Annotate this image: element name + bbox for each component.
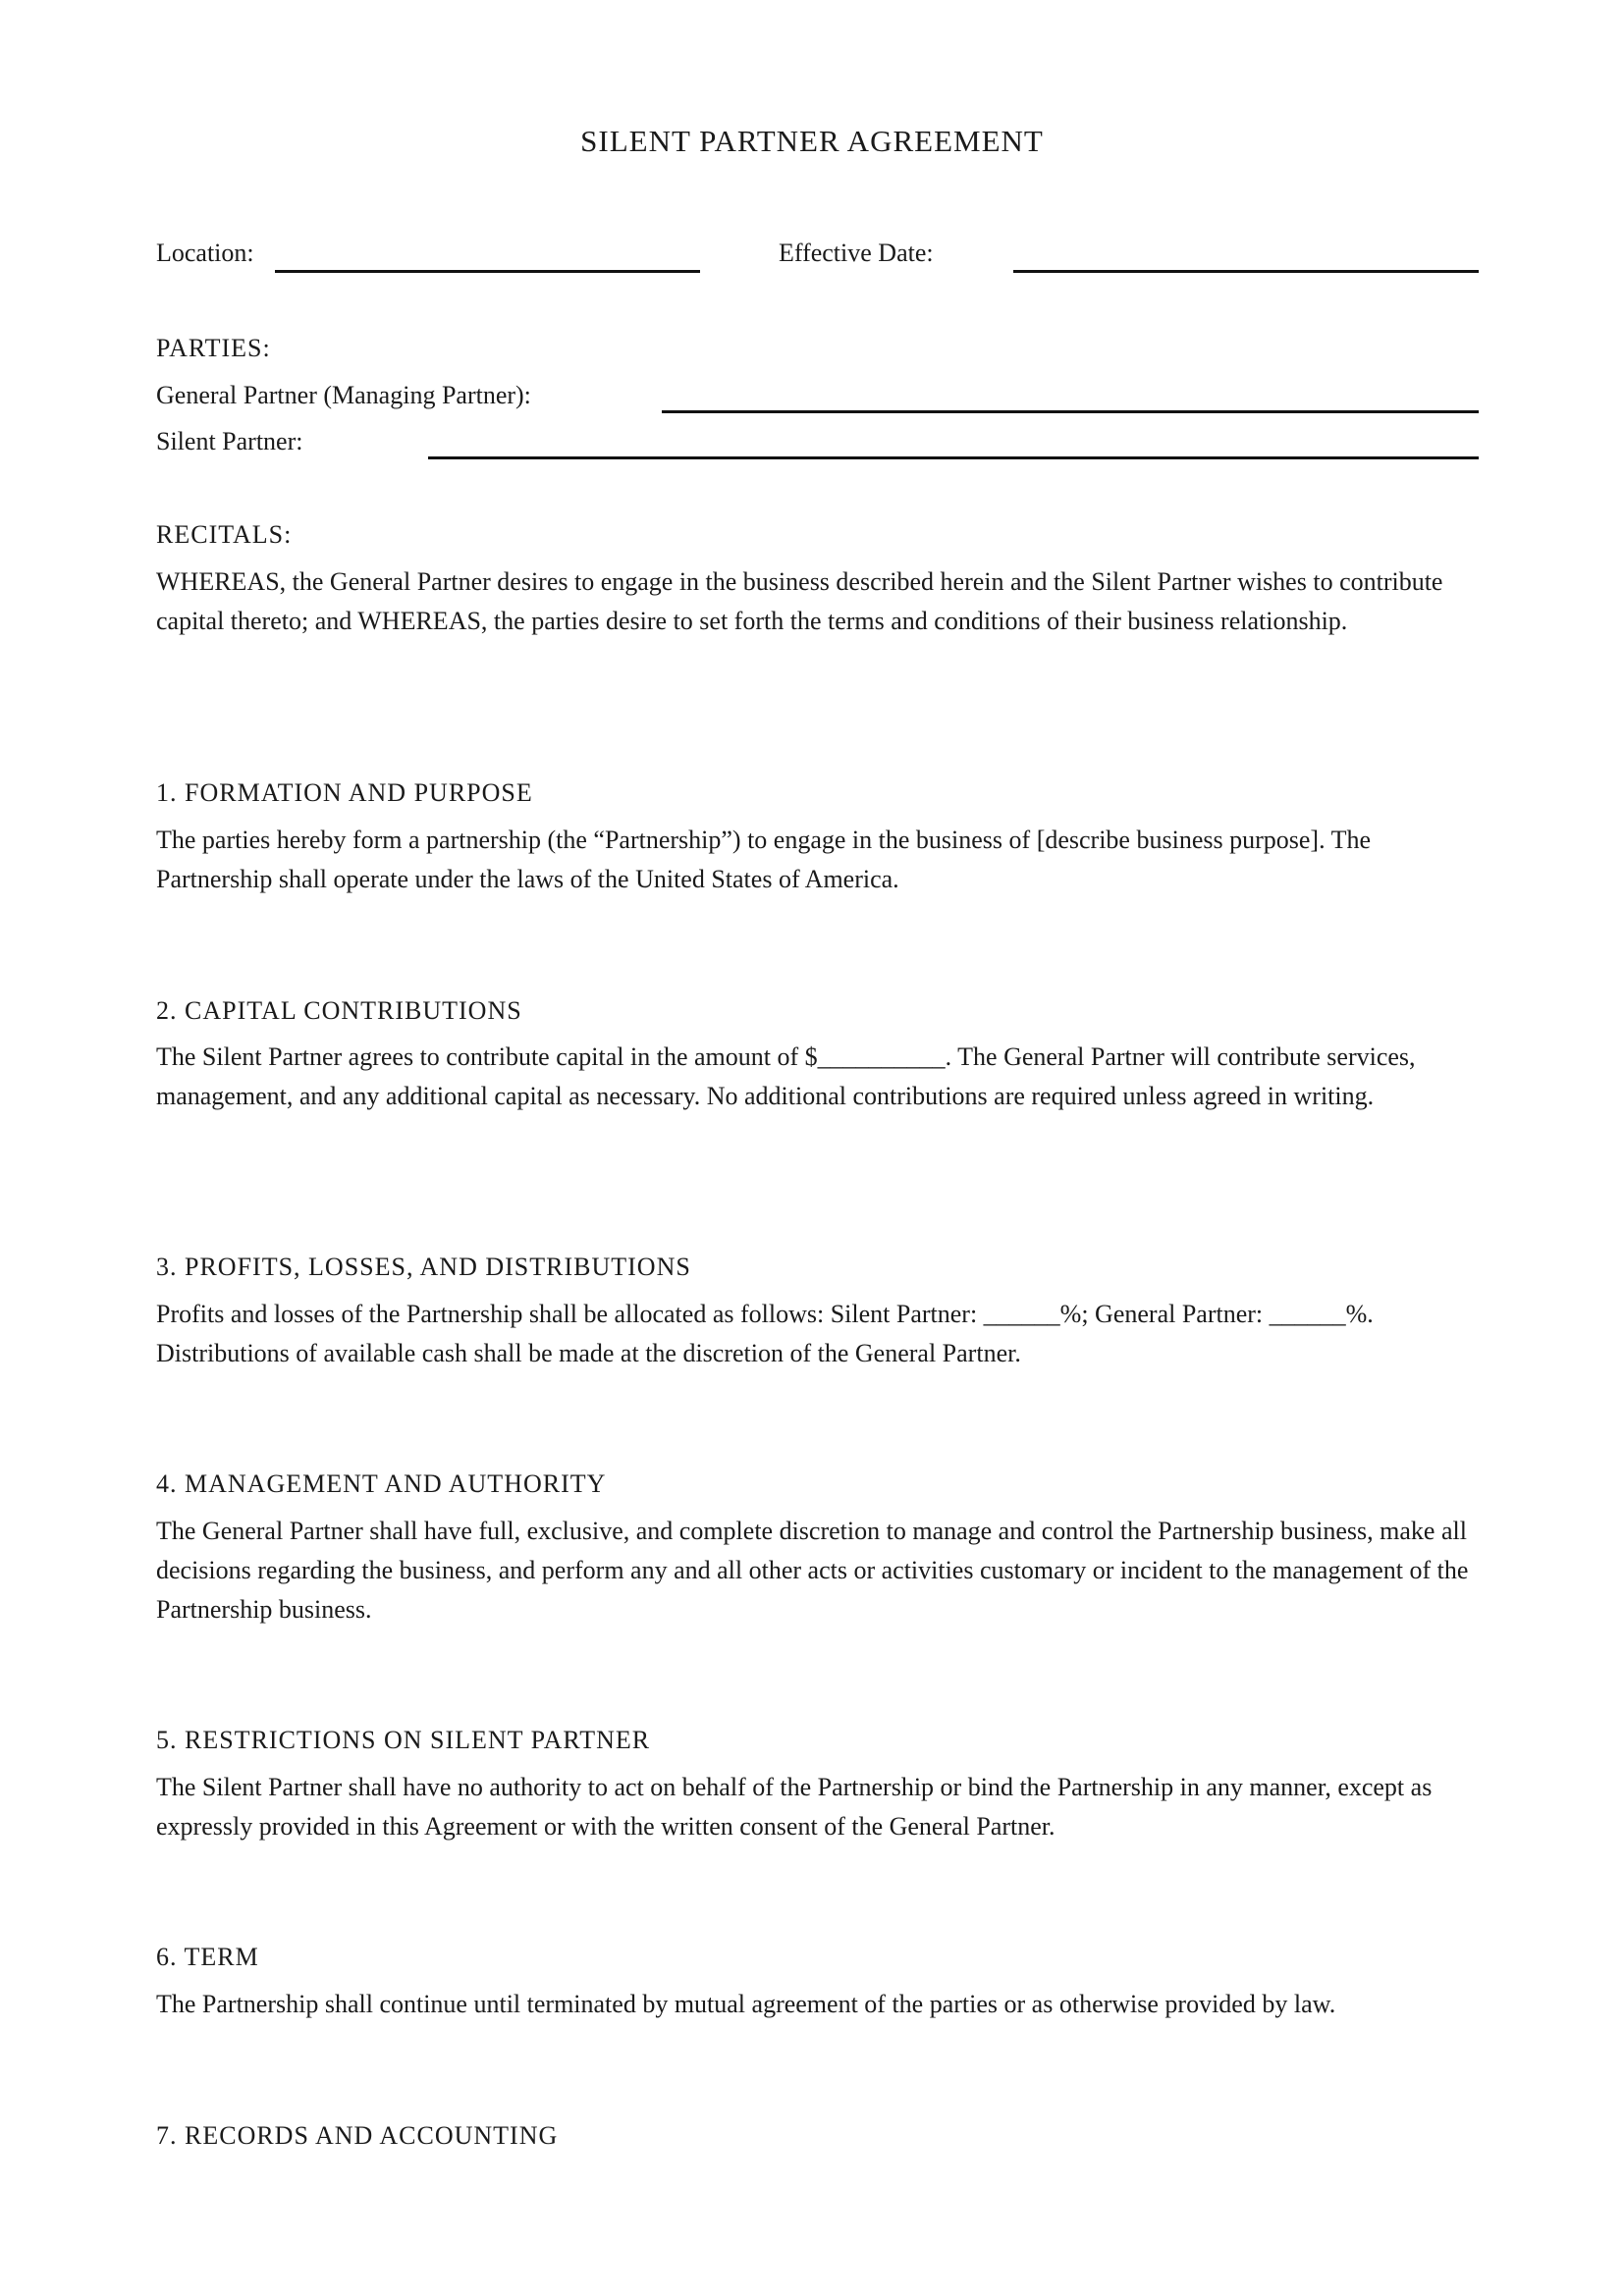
effective-date-field[interactable] [1013,270,1479,273]
effective-date-label: Effective Date: [779,239,934,267]
section-4-text: The General Partner shall have full, exclusive, and complete discretion to manage and control the Partnership business, make all decisions regarding the business, and perform any and all other acts or activities customary or incident to the management of the Partnership business. [156,1517,1469,1624]
silent-partner-field[interactable] [428,456,1479,459]
location-field[interactable] [275,270,700,273]
location-label: Location: [156,239,254,267]
section-1-text: The parties hereby form a partnership (the “Partnership”) to engage in the business of [describe business purpose]. The Partnership shall operate under the laws of the United States of America. [156,826,1372,893]
section-7-heading: 7. RECORDS AND ACCOUNTING [156,2121,559,2150]
section-1-heading: 1. FORMATION AND PURPOSE [156,778,533,807]
section-6-text: The Partnership shall continue until terminated by mutual agreement of the parties or as otherwise provided by law. [156,1990,1336,2018]
section-3-text: Profits and losses of the Partnership shall be allocated as follows: Silent Partner: ______%; General Partner: ______%. Distributions of available cash shall be made at the discretion of the General Partner. [156,1300,1374,1367]
parties-heading: PARTIES: [156,334,271,362]
section-4-heading: 4. MANAGEMENT AND AUTHORITY [156,1469,607,1498]
general-partner-label: General Partner (Managing Partner): [156,381,531,409]
silent-partner-label: Silent Partner: [156,427,303,455]
section-3-heading: 3. PROFITS, LOSSES, AND DISTRIBUTIONS [156,1253,691,1281]
section-2-text: The Silent Partner agrees to contribute capital in the amount of $__________. The General Partner will contribute services, management, and any additional capital as necessary. No additional contributions are required unless agreed in writing. [156,1042,1416,1110]
section-5-text: The Silent Partner shall have no authority to act on behalf of the Partnership or bind the Partnership in any manner, except as expressly provided in this Agreement or with the written consent of the General Partner. [156,1773,1433,1841]
recitals-text: WHEREAS, the General Partner desires to engage in the business described herein and the Silent Partner wishes to contribute capital thereto; and WHEREAS, the parties desire to set forth the terms and conditions of their business relationship. [156,567,1443,635]
section-5-heading: 5. RESTRICTIONS ON SILENT PARTNER [156,1726,651,1754]
section-6-heading: 6. TERM [156,1943,259,1971]
recitals-heading: RECITALS: [156,520,293,549]
document-title: SILENT PARTNER AGREEMENT [580,124,1044,158]
general-partner-field[interactable] [662,410,1479,413]
section-2-heading: 2. CAPITAL CONTRIBUTIONS [156,996,522,1025]
